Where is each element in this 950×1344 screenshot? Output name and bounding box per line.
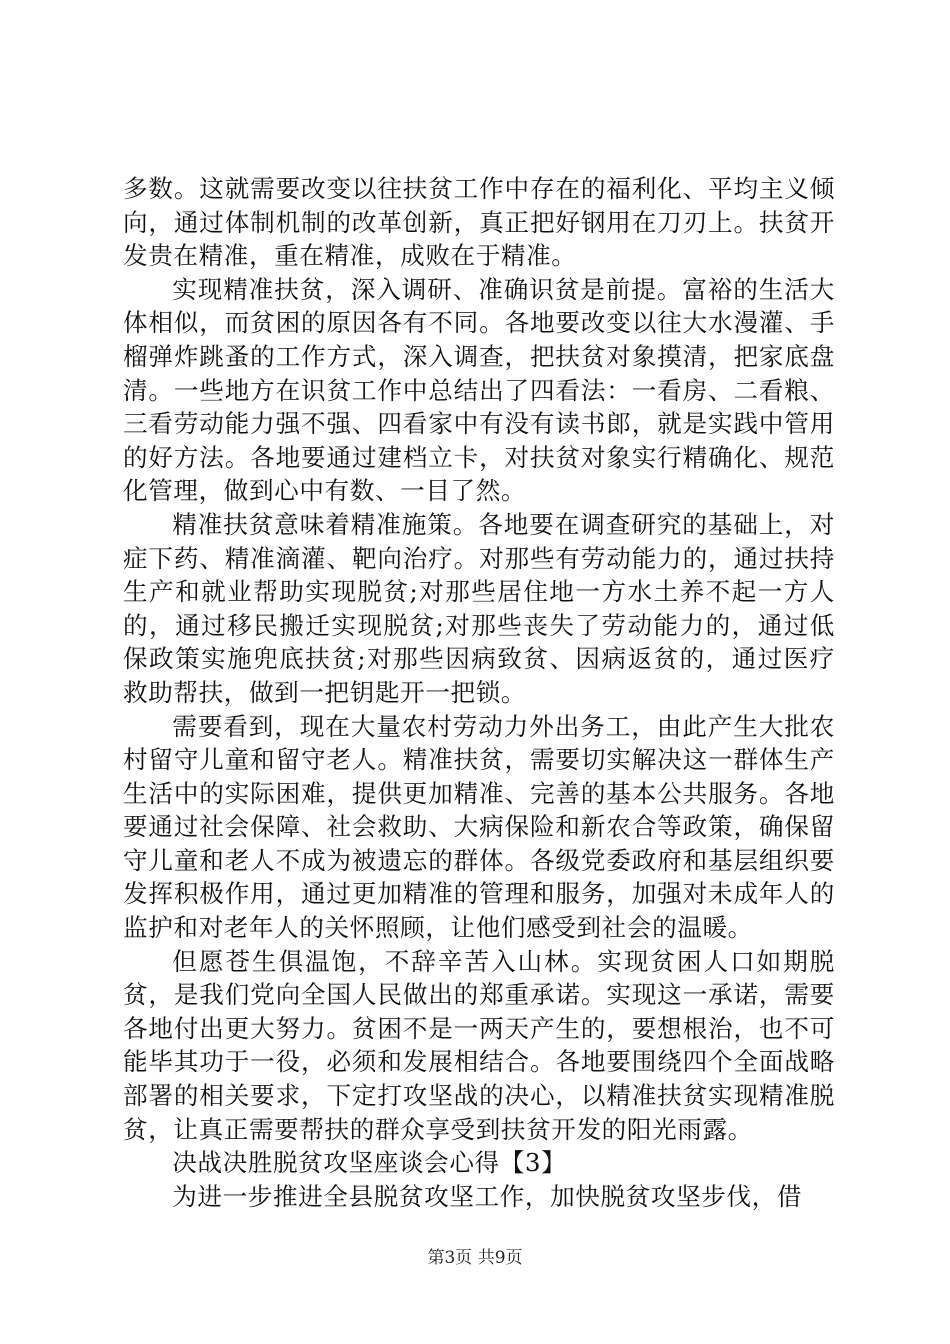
paragraph-commitment: 但愿苍生俱温饱，不辞辛苦入山林。实现贫困人口如期脱贫，是我们党向全国人民做出的郑重承诺。实现这一承诺，需要各地付出更大努力。贫困不是一两天产生的，要想根治，也不可能毕其功于一役，必须和发展相结合。各地要围绕四个全面战略部署的相关要求，下定打攻坚战的决心，以精准扶贫实现精准脱贫，让真正需要帮扶的群众享受到扶贫开发的阳光雨露。 (123, 946, 835, 1144)
page-number-footer: 第3页 共9页 (427, 1248, 523, 1268)
document-body (123, 172, 835, 1213)
section-heading: 决战决胜脱贫攻坚座谈会心得【3】 (172, 1148, 567, 1178)
paragraph-continuation: 多数。这就需要改变以往扶贫工作中存在的福利化、平均主义倾向，通过体制机制的改革创新，真正把好钢用在刀刃上。扶贫开发贵在精准，重在精准，成败在于精准。 (123, 174, 835, 271)
paragraph-precise-policy: 精准扶贫意味着精准施策。各地要在调查研究的基础上，对症下药、精准滴灌、靶向治疗。对那些有劳动能力的，通过扶持生产和就业帮助实现脱贫;对那些居住地一方水土养不起一方人的，通过移民搬迁实现脱贫;对那些丧失了劳动能力的，通过低保政策实施兜底扶贫;对那些因病致贫、因病返贫的，通过医疗救助帮扶，做到一把钥匙开一把锁。 (123, 509, 835, 707)
paragraph-identify-poverty: 实现精准扶贫，深入调研、准确识贫是前提。富裕的生活大体相似，而贫困的原因各有不同。各地要改变以往大水漫灌、手榴弹炸跳蚤的工作方式，深入调查，把扶贫对象摸清，把家底盘清。一些地方在识贫工作中总结出了四看法：一看房、二看粮、三看劳动能力强不强、四看家中有没有读书郎，就是实践中管用的好方法。各地要通过建档立卡，对扶贫对象实行精确化、规范化管理，做到心中有数、一目了然。 (123, 274, 835, 506)
paragraph-section-3-start: 为进一步推进全县脱贫攻坚工作，加快脱贫攻坚步伐，借 (172, 1181, 803, 1211)
paragraph-left-behind: 需要看到，现在大量农村劳动力外出务工，由此产生大批农村留守儿童和留守老人。精准扶贫，需要切实解决这一群体生产生活中的实际困难，提供更加精准、完善的基本公共服务。各地要通过社会保障、社会救助、大病保险和新农合等政策，确保留守儿童和老人不成为被遗忘的群体。各级党委政府和基层组织要发挥积极作用，通过更加精准的管理和服务，加强对未成年人的监护和对老年人的关怀照顾，让他们感受到社会的温暖。 (123, 711, 835, 943)
